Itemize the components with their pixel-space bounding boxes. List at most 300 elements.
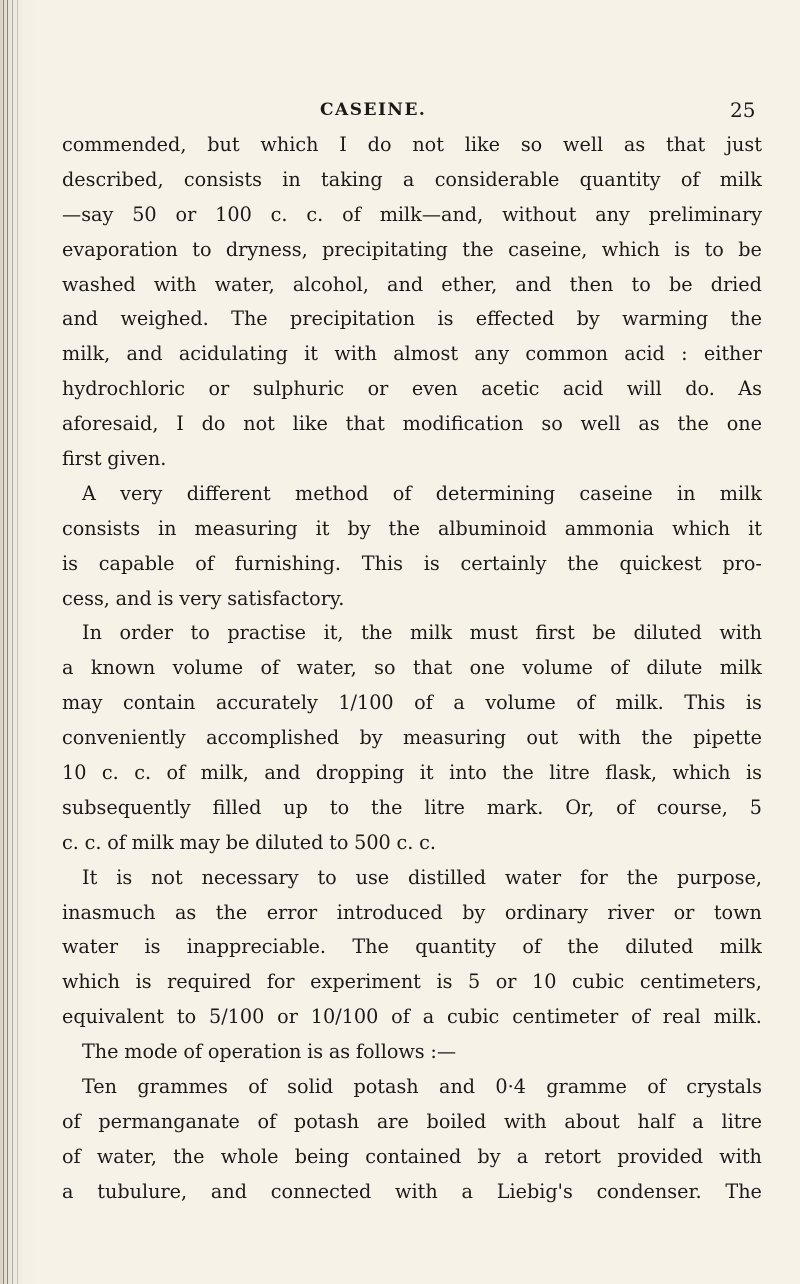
page-header: [0, 98, 800, 124]
word: be: [225, 830, 250, 854]
word: crystals: [686, 1075, 762, 1099]
word: inappreciable.: [186, 935, 327, 959]
text-line: [62, 233, 762, 268]
word: As: [738, 377, 762, 401]
word: subsequently: [62, 795, 191, 819]
body-text: [62, 128, 762, 1210]
word: is: [62, 551, 78, 575]
word: or: [208, 377, 230, 401]
word: milk—and,: [379, 202, 484, 226]
word: be: [668, 272, 693, 296]
word: c.: [306, 202, 324, 226]
text-line: [62, 651, 762, 686]
word: The: [725, 1179, 762, 1203]
binding-line: [7, 0, 8, 1284]
word: and: [439, 1075, 476, 1099]
word: permanganate: [98, 1109, 240, 1133]
word: ether,: [441, 272, 498, 296]
word: c.: [419, 830, 436, 854]
text-line: [62, 302, 762, 337]
word: and: [210, 1179, 247, 1203]
word: about: [564, 1109, 620, 1133]
word: 100: [215, 202, 252, 226]
word: which: [601, 237, 660, 261]
word: any: [474, 342, 510, 366]
word: will: [626, 377, 662, 401]
word: operation: [207, 1040, 302, 1064]
word: acid: [562, 377, 604, 401]
word: purpose,: [677, 865, 762, 889]
word: c.: [270, 202, 288, 226]
word: first: [535, 621, 575, 645]
word: to: [329, 830, 349, 854]
word: caseine: [579, 481, 653, 505]
word: and: [264, 761, 301, 785]
word: the: [626, 865, 659, 889]
text-line: [62, 128, 762, 163]
word: condenser.: [596, 1179, 702, 1203]
word: water,: [214, 272, 275, 296]
word: tubulure,: [97, 1179, 188, 1203]
word: a: [62, 656, 74, 680]
word: washed: [62, 272, 136, 296]
word: dilute: [646, 656, 703, 680]
word: litre: [424, 795, 465, 819]
word: and: [62, 307, 99, 331]
word: so: [541, 412, 563, 436]
word: by: [477, 1144, 501, 1168]
text-line: [62, 1070, 762, 1105]
text-line: [62, 372, 762, 407]
word: out: [526, 726, 559, 750]
word: but: [207, 133, 240, 156]
word: for: [579, 865, 608, 889]
word: it: [315, 516, 330, 540]
word: sulphuric: [252, 377, 345, 401]
word: 1/100: [338, 691, 394, 715]
word: a: [516, 1144, 529, 1168]
word: taking: [321, 167, 383, 191]
word: introduced: [336, 900, 443, 924]
word: volume: [172, 656, 244, 680]
word: water,: [96, 1144, 157, 1168]
word: volume: [485, 691, 556, 715]
word: of: [183, 1040, 203, 1064]
word: do: [367, 133, 392, 156]
word: grammes: [137, 1075, 228, 1099]
word: I: [339, 133, 347, 156]
text-line: [62, 1175, 762, 1210]
word: practise: [227, 621, 307, 645]
word: for: [266, 970, 295, 994]
word: 10: [62, 761, 87, 785]
word: c.: [62, 830, 79, 854]
word: inasmuch: [62, 900, 156, 924]
word: acidulating: [178, 342, 288, 366]
word: of: [616, 795, 635, 819]
text-line: [62, 791, 762, 826]
word: weighed.: [120, 307, 209, 331]
word: evaporation: [62, 237, 178, 261]
word: 0·4: [495, 1075, 526, 1099]
word: provided: [617, 1144, 704, 1168]
word: potash: [293, 1109, 360, 1133]
page-binding-edge: [0, 0, 38, 1284]
word: that: [345, 412, 385, 436]
word: conveniently: [62, 726, 186, 750]
word: Or,: [565, 795, 595, 819]
word: whole: [220, 1144, 279, 1168]
word: accomplished: [206, 726, 340, 750]
word: acetic: [481, 377, 540, 401]
word: dropping: [315, 761, 405, 785]
word: be: [592, 621, 617, 645]
word: of: [680, 167, 700, 191]
word: distilled: [408, 865, 487, 889]
word: the: [361, 621, 393, 645]
word: required: [167, 970, 252, 994]
word: 10/100: [310, 1005, 379, 1029]
word: is: [307, 1040, 324, 1064]
word: may: [179, 830, 220, 854]
word: of: [62, 1144, 81, 1168]
binding-line: [3, 0, 4, 1284]
word: retort: [544, 1144, 602, 1168]
text-line: [62, 686, 762, 721]
text-line: [62, 861, 762, 896]
word: very: [120, 481, 163, 505]
word: c.: [396, 830, 414, 854]
word: it: [419, 761, 434, 785]
word: to: [317, 865, 337, 889]
word: litre: [721, 1109, 762, 1133]
word: milk: [131, 830, 174, 854]
word: not: [151, 865, 183, 889]
text-line: [62, 198, 762, 233]
word: 500: [354, 830, 391, 854]
word: caseine,: [508, 237, 588, 261]
word: aforesaid,: [62, 412, 159, 436]
word: mode: [124, 1040, 178, 1064]
word: to: [329, 795, 350, 819]
word: quickest: [619, 551, 702, 575]
word: acid: [624, 342, 665, 366]
text-line: [62, 1105, 762, 1140]
text-line: [62, 756, 762, 791]
word: with: [395, 1179, 438, 1203]
word: even: [411, 377, 458, 401]
word: contain: [123, 691, 196, 715]
word: and: [515, 272, 552, 296]
word: and: [115, 586, 152, 610]
word: is: [436, 970, 453, 994]
word: town: [713, 900, 762, 924]
word: dryness,: [225, 237, 308, 261]
word: just: [726, 133, 762, 156]
word: is: [157, 586, 174, 610]
word: water: [62, 935, 119, 959]
word: the: [567, 935, 599, 959]
word: to: [704, 237, 724, 261]
word: milk.: [713, 1005, 762, 1029]
word: connected: [270, 1179, 372, 1203]
word: which: [260, 133, 319, 156]
word: not: [243, 412, 275, 436]
word: the: [462, 237, 494, 261]
page-number: 25: [730, 98, 756, 122]
word: known: [90, 656, 156, 680]
word: then: [569, 272, 614, 296]
word: 5: [749, 795, 762, 819]
binding-line: [12, 0, 13, 1284]
word: necessary: [201, 865, 299, 889]
word: almost: [393, 342, 459, 366]
word: boiled: [426, 1109, 487, 1133]
word: a: [62, 1179, 74, 1203]
word: of: [257, 1109, 277, 1133]
word: one: [726, 412, 762, 436]
word: The: [82, 1040, 119, 1064]
word: method: [295, 481, 369, 505]
word: is: [423, 551, 440, 575]
word: I: [176, 412, 184, 436]
word: of: [62, 1109, 81, 1133]
word: without: [502, 202, 577, 226]
word: effected: [475, 307, 555, 331]
word: It: [82, 865, 98, 889]
word: is: [674, 237, 691, 261]
word: that: [666, 133, 706, 156]
word: may: [62, 691, 103, 715]
word: it,: [323, 621, 344, 645]
word: to: [190, 621, 210, 645]
word: 5/100: [209, 1005, 265, 1029]
text-line: [62, 547, 762, 582]
word: by: [347, 516, 371, 540]
word: river: [607, 900, 655, 924]
word: with: [719, 1144, 762, 1168]
word: milk: [719, 656, 762, 680]
word: by: [576, 307, 600, 331]
word: the: [730, 307, 762, 331]
word: milk: [410, 621, 453, 645]
word: the: [388, 516, 420, 540]
word: c.: [134, 761, 152, 785]
word: of: [391, 1005, 410, 1029]
word: which: [672, 761, 731, 785]
word: gramme: [546, 1075, 627, 1099]
word: experiment: [310, 970, 421, 994]
word: or: [495, 970, 517, 994]
word: or: [277, 1005, 298, 1029]
word: the: [371, 795, 403, 819]
word: of: [195, 551, 214, 575]
word: in: [158, 516, 177, 540]
word: is: [437, 307, 454, 331]
word: described,: [62, 167, 164, 191]
word: The: [231, 307, 268, 331]
text-line: [62, 268, 762, 303]
word: volume: [522, 656, 593, 680]
word: diluted: [255, 830, 324, 854]
word: water: [504, 865, 562, 889]
word: certainly: [460, 551, 547, 575]
text-line: [62, 896, 762, 931]
word: like: [292, 412, 328, 436]
word: Ten: [82, 1075, 118, 1099]
word: water,: [296, 656, 357, 680]
word: measuring: [402, 726, 507, 750]
word: of: [610, 656, 629, 680]
word: a: [461, 1179, 473, 1203]
word: pro-: [722, 551, 762, 575]
word: being: [294, 1144, 350, 1168]
word: or: [673, 900, 695, 924]
word: ammonia: [564, 516, 655, 540]
text-line: [62, 616, 762, 651]
word: is: [745, 761, 762, 785]
word: of: [576, 691, 595, 715]
word: half: [637, 1109, 675, 1133]
word: mark.: [486, 795, 544, 819]
word: centimeter: [512, 1005, 619, 1029]
word: cubic: [572, 970, 625, 994]
word: satisfactory.: [227, 586, 345, 610]
word: milk,: [200, 761, 249, 785]
word: milk: [719, 481, 762, 505]
word: diluted: [625, 935, 694, 959]
word: any: [595, 202, 630, 226]
word: different: [186, 481, 271, 505]
word: ordinary: [504, 900, 588, 924]
word: use: [355, 865, 390, 889]
word: it: [304, 342, 319, 366]
word: a: [422, 1005, 435, 1029]
word: 5: [467, 970, 481, 994]
word: course,: [656, 795, 728, 819]
word: c.: [84, 830, 102, 854]
word: milk,: [62, 342, 111, 366]
word: precipitating: [322, 237, 448, 261]
word: contained: [365, 1144, 462, 1168]
word: A: [82, 481, 96, 505]
word: common: [525, 342, 608, 366]
word: must: [469, 621, 518, 645]
word: milk: [719, 167, 762, 191]
word: first: [62, 447, 102, 471]
word: into: [449, 761, 487, 785]
word: albuminoid: [437, 516, 547, 540]
word: by: [462, 900, 486, 924]
word: it: [748, 516, 762, 540]
word: flask,: [605, 761, 657, 785]
word: of: [166, 761, 186, 785]
word: warming: [622, 307, 709, 331]
word: the: [677, 412, 709, 436]
word: 50: [132, 202, 157, 226]
word: a: [402, 167, 415, 191]
word: or: [175, 202, 197, 226]
word: solid: [287, 1075, 334, 1099]
text-line: [62, 512, 762, 547]
word: with: [153, 272, 197, 296]
word: litre: [549, 761, 590, 785]
word: considerable: [434, 167, 560, 191]
word: follows: [355, 1040, 425, 1064]
word: with: [504, 1109, 547, 1133]
binding-line: [17, 0, 18, 1284]
word: in: [676, 481, 696, 505]
word: well: [580, 412, 621, 436]
word: the: [641, 726, 673, 750]
word: potash: [353, 1075, 419, 1099]
word: not: [412, 133, 444, 156]
word: the: [567, 551, 599, 575]
word: in: [282, 167, 301, 191]
word: of: [248, 1075, 267, 1099]
word: accurately: [215, 691, 318, 715]
word: either: [703, 342, 762, 366]
word: Liebig's: [496, 1179, 573, 1203]
word: so: [374, 656, 396, 680]
text-line: [62, 582, 762, 617]
word: In: [82, 621, 102, 645]
text-line: [62, 1000, 762, 1035]
word: commended,: [62, 133, 187, 156]
word: well: [563, 133, 604, 156]
word: The: [352, 935, 389, 959]
word: is: [135, 970, 152, 994]
word: and: [126, 342, 163, 366]
word: a: [692, 1109, 704, 1133]
word: or: [367, 377, 389, 401]
word: measuring: [194, 516, 298, 540]
word: consists: [62, 516, 141, 540]
text-line: [62, 407, 762, 442]
word: and: [387, 272, 424, 296]
word: order: [119, 621, 174, 645]
word: of: [260, 656, 280, 680]
word: of: [107, 830, 126, 854]
word: c.: [101, 761, 119, 785]
word: filled: [212, 795, 262, 819]
word: are: [376, 1109, 409, 1133]
word: the: [173, 1144, 205, 1168]
word: a: [453, 691, 465, 715]
word: dried: [710, 272, 762, 296]
word: modification: [402, 412, 524, 436]
word: given.: [107, 447, 167, 471]
word: 10: [532, 970, 557, 994]
word: as: [328, 1040, 351, 1064]
word: pipette: [693, 726, 762, 750]
word: of: [392, 481, 412, 505]
word: up: [283, 795, 308, 819]
word: This: [684, 691, 726, 715]
word: which: [62, 970, 121, 994]
word: very: [179, 586, 222, 610]
word: the: [502, 761, 534, 785]
text-line: [62, 826, 762, 861]
word: with: [578, 726, 622, 750]
word: equivalent: [62, 1005, 164, 1029]
word: to: [176, 1005, 197, 1029]
word: cess,: [62, 586, 110, 610]
word: is: [116, 865, 133, 889]
word: determining: [435, 481, 556, 505]
text-line: [62, 337, 762, 372]
word: of: [647, 1075, 666, 1099]
